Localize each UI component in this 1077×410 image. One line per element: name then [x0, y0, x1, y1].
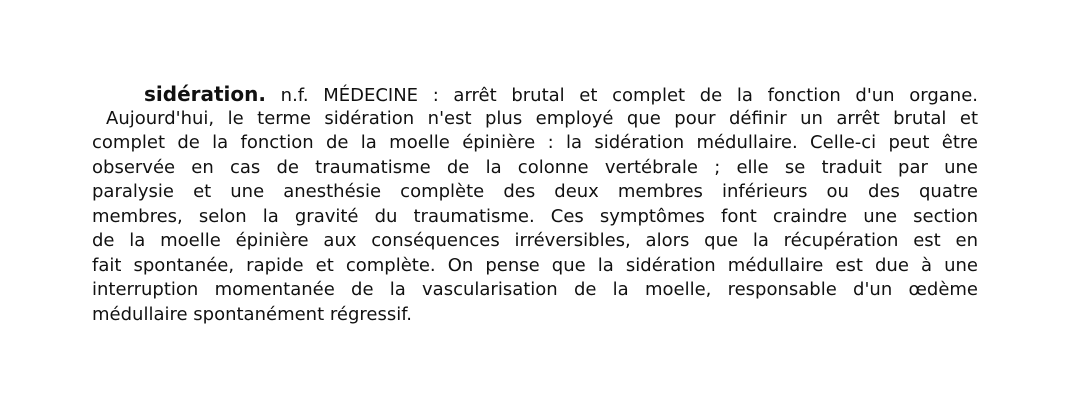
definition-line: Aujourd'hui, le terme sidération n'est plus employé que pour définir un arrêt brutal et — [106, 107, 978, 129]
definition-line: médullaire spontanément régressif. — [92, 303, 412, 325]
definition-line: interruption momentanée de la vascularisation de la moelle, responsable d'un œdème — [92, 279, 978, 300]
definition-line: de la moelle épinière aux conséquences irréversibles, alors que la récupération est en — [92, 230, 978, 251]
definition-intro: n.f. MÉDECINE : arrêt brutal et complet de la fonction d'un organe. — [266, 85, 978, 106]
dictionary-entry — [92, 82, 978, 327]
definition-line: complet de la fonction de la moelle épinière : la sidération médullaire. Celle-ci peut être — [92, 132, 978, 153]
entry-first-line — [92, 82, 978, 107]
definition-line: observée en cas de traumatisme de la colonne vertébrale ; elle se traduit par une — [92, 156, 978, 178]
definition-line: membres, selon la gravité du traumatisme. Ces symptômes font craindre une section — [92, 205, 978, 227]
headword: sidération. — [144, 82, 266, 106]
definition-line: paralysie et une anesthésie complète des deux membres inférieurs ou des quatre — [92, 181, 978, 202]
definition-line: fait spontanée, rapide et complète. On pense que la sidération médullaire est due à une — [92, 254, 978, 276]
